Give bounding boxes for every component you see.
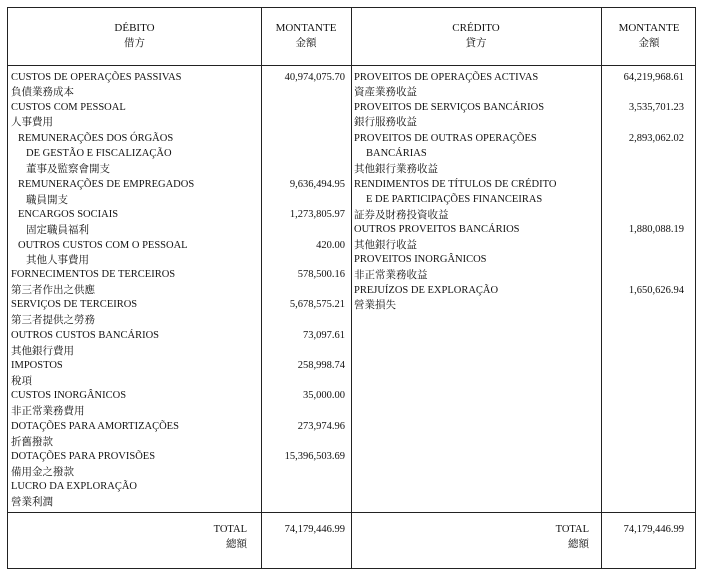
debit-item-amount: 35,000.00 xyxy=(303,390,345,401)
debit-item-label-zh: 人事費用 xyxy=(11,116,53,128)
debit-item-label: CUSTOS INORGÂNICOS xyxy=(11,390,127,401)
credit-item-amount: 64,219,968.61 xyxy=(623,72,684,83)
debit-item-label-zh: 營業利潤 xyxy=(11,496,53,508)
credit-item-label: PROVEITOS DE OPERAÇÕES ACTIVAS xyxy=(354,72,539,83)
header-credit-zh: 貸方 xyxy=(465,37,487,49)
column-divider xyxy=(601,8,602,568)
header-credit-pt: CRÉDITO xyxy=(452,22,500,34)
debit-item-label-line2: DE GESTÃO E FISCALIZAÇÃO xyxy=(26,148,172,159)
debit-item-label: LUCRO DA EXPLORAÇÃO xyxy=(11,481,138,492)
debit-item-label-zh: 負債業務成本 xyxy=(11,86,74,98)
debit-item-label: OUTROS CUSTOS BANCÁRIOS xyxy=(11,330,160,341)
credit-item-label-zh: 銀行服務收益 xyxy=(354,116,417,128)
header-amount-pt: MONTANTE xyxy=(618,22,680,34)
credit-item-label: OUTROS PROVEITOS BANCÁRIOS xyxy=(354,224,520,235)
debit-item-label: CUSTOS DE OPERAÇÕES PASSIVAS xyxy=(11,72,182,83)
debit-item-label-zh: 第三者提供之勞務 xyxy=(11,314,95,326)
header-amount-zh: 金額 xyxy=(638,37,660,49)
total-label-zh: 總額 xyxy=(568,538,589,550)
total-label-pt: TOTAL xyxy=(213,524,247,535)
credit-item-label-line2: E DE PARTICIPAÇÕES FINANCEIRAS xyxy=(366,194,543,205)
debit-item-amount: 9,636,494.95 xyxy=(289,179,345,190)
total-label-pt: TOTAL xyxy=(555,524,589,535)
debit-item-label-zh: 職員開支 xyxy=(26,194,68,206)
column-divider xyxy=(261,8,262,568)
credit-item-label: PROVEITOS DE OUTRAS OPERAÇÕES xyxy=(354,133,537,144)
debit-item-label: ENCARGOS SOCIAIS xyxy=(18,209,119,220)
credit-item-label-zh: 非正常業務收益 xyxy=(354,269,428,281)
credit-item-label: RENDIMENTOS DE TÍTULOS DE CRÉDITO xyxy=(354,179,557,190)
debit-item-label: CUSTOS COM PESSOAL xyxy=(11,102,126,113)
debit-item-amount: 1,273,805.97 xyxy=(289,209,345,220)
credit-item-label: PROVEITOS DE SERVIÇOS BANCÁRIOS xyxy=(354,102,545,113)
debit-item-label-zh: 其他人事費用 xyxy=(26,254,89,266)
column-divider xyxy=(351,8,352,568)
credit-item-label: PROVEITOS INORGÂNICOS xyxy=(354,254,487,265)
credit-item-amount: 3,535,701.23 xyxy=(628,102,684,113)
debit-item-label-zh: 第三者作出之供應 xyxy=(11,284,95,296)
header-debit-amount xyxy=(261,21,351,51)
debit-item-label: REMUNERAÇÕES DE EMPREGADOS xyxy=(18,179,195,190)
debit-item-amount: 273,974.96 xyxy=(297,421,345,432)
debit-item-amount: 73,097.61 xyxy=(303,330,345,341)
debit-item-label-zh: 折舊撥款 xyxy=(11,436,53,448)
debit-item-amount: 15,396,503.69 xyxy=(284,451,345,462)
header-credit xyxy=(351,21,601,51)
debit-item-label-zh: 其他銀行費用 xyxy=(11,345,74,357)
credit-item-label-zh: 營業損失 xyxy=(354,299,396,311)
debit-item-label: REMUNERAÇÕES DOS ÓRGÃOS xyxy=(18,133,174,144)
debit-item-label-zh: 稅項 xyxy=(11,375,32,387)
total-label-zh: 總額 xyxy=(226,538,247,550)
totals-divider xyxy=(8,512,695,513)
credit-item-amount: 2,893,062.02 xyxy=(628,133,684,144)
credit-item-label-zh: 資產業務收益 xyxy=(354,86,417,98)
debit-item-label-zh: 備用金之撥款 xyxy=(11,466,74,478)
debit-item-amount: 420.00 xyxy=(316,240,345,251)
credit-item-amount: 1,880,088.19 xyxy=(628,224,684,235)
income-statement-table xyxy=(7,7,696,569)
debit-item-amount: 40,974,075.70 xyxy=(284,72,345,83)
credit-item-label: PREJUÍZOS DE EXPLORAÇÃO xyxy=(354,285,499,296)
credit-item-label-zh: 証券及財務投資收益 xyxy=(354,209,449,221)
debit-total-label xyxy=(214,523,247,551)
debit-item-label-zh: 非正常業務費用 xyxy=(11,405,85,417)
header-amount-pt: MONTANTE xyxy=(275,22,337,34)
credit-item-label-line2: BANCÁRIAS xyxy=(366,148,427,159)
debit-item-label: OUTROS CUSTOS COM O PESSOAL xyxy=(18,240,188,251)
debit-item-label: DOTAÇÕES PARA AMORTIZAÇÕES xyxy=(11,421,179,432)
debit-item-label: DOTAÇÕES PARA PROVISÕES xyxy=(11,451,156,462)
debit-item-amount: 578,500.16 xyxy=(297,269,345,280)
header-debit-zh: 借方 xyxy=(124,37,145,49)
debit-item-amount: 5,678,575.21 xyxy=(289,299,345,310)
debit-item-label-zh: 董事及監察會開支 xyxy=(26,163,110,175)
credit-item-label-zh: 其他銀行收益 xyxy=(354,239,417,251)
debit-item-label-zh: 固定職員福利 xyxy=(26,224,89,236)
header-divider xyxy=(8,65,695,66)
credit-item-label-zh: 其他銀行業務收益 xyxy=(354,163,438,175)
debit-total-amount: 74,179,446.99 xyxy=(284,524,345,535)
debit-item-label: IMPOSTOS xyxy=(11,360,63,371)
credit-total-label xyxy=(556,523,589,551)
credit-item-amount: 1,650,626.94 xyxy=(628,285,684,296)
header-debit xyxy=(8,21,261,51)
header-amount-zh: 金額 xyxy=(295,37,317,49)
debit-item-label: SERVIÇOS DE TERCEIROS xyxy=(11,299,138,310)
header-credit-amount xyxy=(601,21,697,51)
debit-item-label: FORNECIMENTOS DE TERCEIROS xyxy=(11,269,176,280)
debit-item-amount: 258,998.74 xyxy=(297,360,345,371)
header-debit-pt: DÉBITO xyxy=(114,22,155,34)
credit-total-amount: 74,179,446.99 xyxy=(623,524,684,535)
